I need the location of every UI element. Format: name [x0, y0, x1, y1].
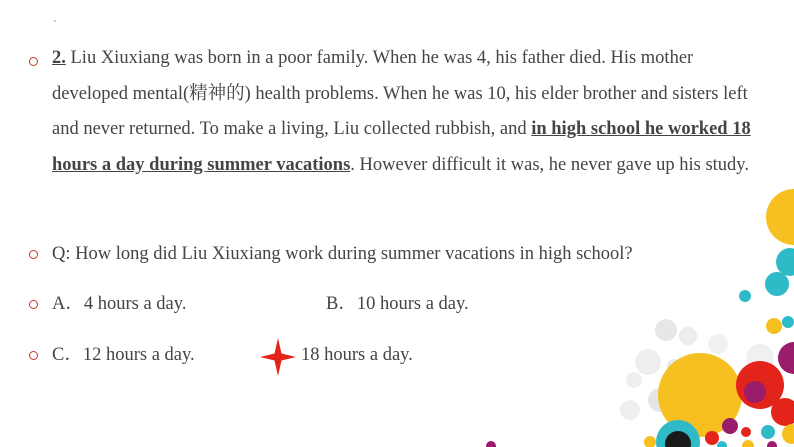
passage-number: 2. [52, 48, 66, 68]
passage-paragraph [52, 41, 752, 184]
option-c[interactable]: C．12 hours a day. [52, 345, 195, 365]
bullet-passage [29, 57, 38, 66]
bullet-options-row-1 [29, 300, 38, 309]
option-b[interactable]: B．10 hours a day. [326, 294, 469, 314]
decorative-circles [600, 180, 794, 447]
option-d[interactable]: 18 hours a day. [301, 345, 413, 365]
decorative-dot [54, 20, 56, 22]
bullet-question [29, 250, 38, 259]
bullet-options-row-2 [29, 351, 38, 360]
passage-highlight: in high school he worked 18 hours a day during summer vacations [52, 119, 751, 176]
passage-text-before: Liu Xiuxiang was born in a poor family. When he was 4, his father died. His mother developed mental(精神的) health problems. When he was 10, his elder brother and sisters left and never returned. To make a living, Liu collected rubbish, and [52, 48, 748, 140]
question-text: Q: How long did Liu Xiuxiang work during summer vacations in high school? [52, 244, 633, 264]
decorative-dot [486, 440, 496, 447]
red-four-point-star-icon [260, 338, 296, 376]
option-a[interactable]: A．4 hours a day. [52, 294, 187, 314]
passage-text-after: . However difficult it was, he never gave up his study. [350, 155, 749, 176]
